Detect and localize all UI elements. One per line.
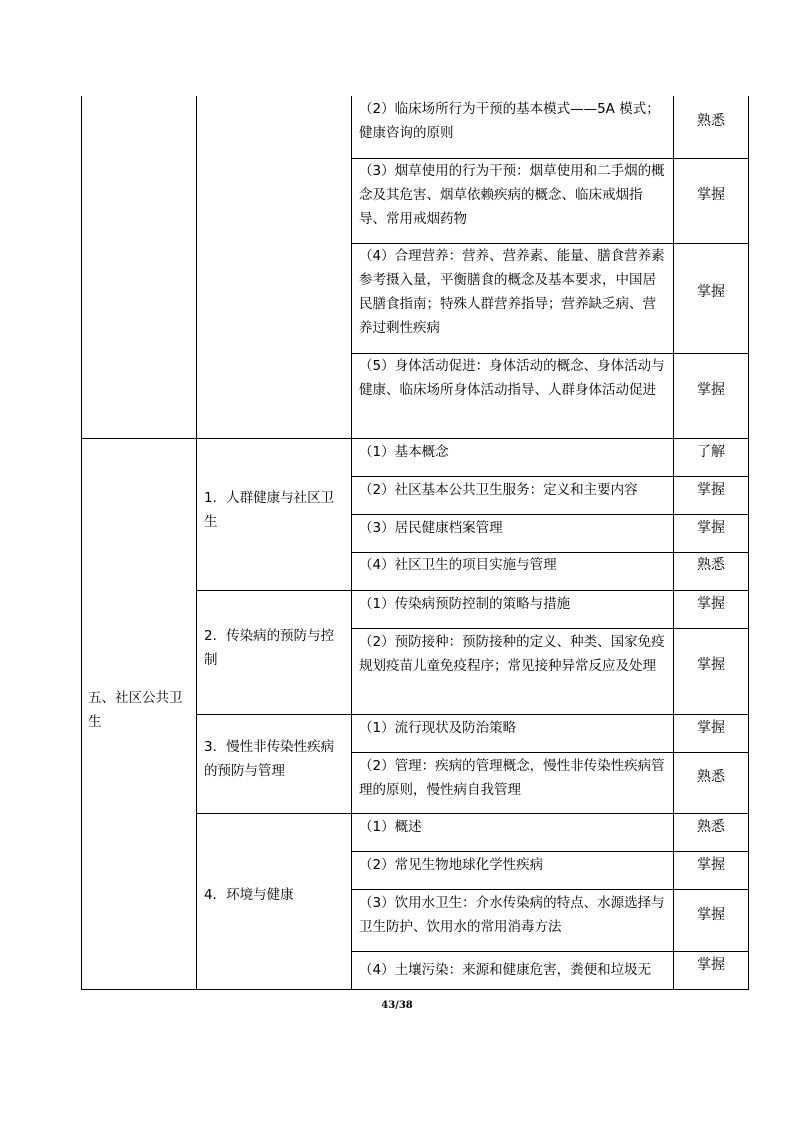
subunit-cell: 3．慢性非传染性疾病的预防与管理 — [204, 739, 335, 779]
subunit-cell: 4．环境与健康 — [204, 887, 294, 903]
level-cell: 掌握 — [697, 284, 725, 300]
content-cell: （4）土壤污染：来源和健康危害，粪便和垃圾无 — [359, 962, 652, 978]
content-cell: （2）预防接种：预防接种的定义、种类、国家免疫规划疫苗儿童免疫程序；常见接种异常反应及处理 — [359, 634, 665, 674]
level-cell: 掌握 — [697, 657, 725, 673]
content-cell: （3）烟草使用的行为干预：烟草使用和二手烟的概念及其危害、烟草依赖疾病的概念、临床戒烟指导、常用戒烟药物 — [359, 163, 665, 227]
level-cell: 掌握 — [697, 720, 725, 736]
level-cell: 掌握 — [697, 857, 725, 873]
level-cell: 了解 — [697, 444, 725, 460]
level-cell: 掌握 — [697, 520, 725, 536]
level-cell: 掌握 — [697, 482, 725, 498]
level-cell: 熟悉 — [697, 769, 725, 785]
unit-cell: 五、社区公共卫生 — [88, 690, 183, 730]
subunit-cell: 2．传染病的预防与控制 — [204, 628, 335, 668]
level-cell: 熟悉 — [697, 819, 725, 835]
content-cell: （4）社区卫生的项目实施与管理 — [359, 557, 557, 573]
content-cell: （2）临床场所行为干预的基本模式——5A 模式；健康咨询的原则 — [359, 101, 660, 141]
level-cell: 掌握 — [697, 907, 725, 923]
content-cell: （4）合理营养：营养、营养素、能量、膳食营养素参考摄入量，平衡膳食的概念及基本要求，中国居民膳食指南；特殊人群营养指导；营养缺乏病、营养过剩性疾病 — [359, 248, 665, 336]
level-cell: 熟悉 — [697, 113, 725, 129]
level-cell: 掌握 — [697, 596, 725, 612]
subunit-cell: 1．人群健康与社区卫生 — [204, 490, 335, 530]
content-cell: （3）饮用水卫生：介水传染病的特点、水源选择与卫生防护、饮用水的常用消毒方法 — [359, 895, 665, 935]
content-cell: （3）居民健康档案管理 — [359, 520, 503, 536]
level-cell: 掌握 — [697, 382, 725, 398]
content-cell: （1）基本概念 — [359, 444, 449, 460]
level-cell: 掌握 — [697, 957, 725, 973]
content-cell: （1）流行现状及防治策略 — [359, 720, 517, 736]
content-cell: （2）社区基本公共卫生服务：定义和主要内容 — [359, 482, 638, 498]
level-cell: 熟悉 — [697, 557, 725, 573]
content-cell: （2）管理：疾病的管理概念，慢性非传染性疾病管理的原则，慢性病自我管理 — [359, 758, 665, 798]
content-cell: （2）常见生物地球化学性疾病 — [359, 857, 544, 873]
content-cell: （1）传染病预防控制的策略与措施 — [359, 596, 571, 612]
content-cell: （1）概述 — [359, 819, 422, 835]
level-cell: 掌握 — [697, 187, 725, 203]
page-number: 43/38 — [381, 1000, 413, 1011]
content-cell: （5）身体活动促进：身体活动的概念、身体活动与健康、临床场所身体活动指导、人群身体活动促进 — [359, 358, 665, 398]
